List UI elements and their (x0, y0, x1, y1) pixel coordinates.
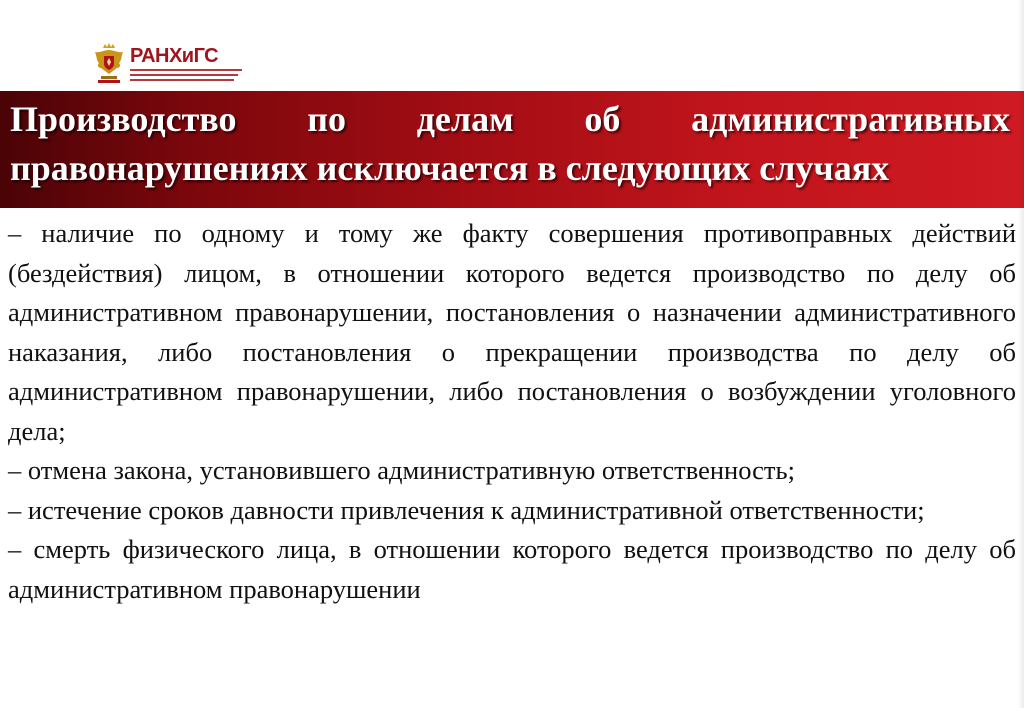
logo-text (130, 46, 242, 81)
page-title: Производство по делам об административных правонарушениях исключается в следующих случаях (10, 99, 1010, 188)
list-item: – наличие по одному и тому же факту совершения противоправных действий (бездействия) лицом, в отношении которого ведется производство по делу об административном правонарушении, постановления о назначении административного наказания, либо постановления о прекращении производства по делу об административном правонарушении, либо постановления о возбуждении уголовного дела; (8, 218, 1016, 446)
list-item: – истечение сроков давности привлечения к административной ответственности; (8, 494, 925, 525)
logo-subtitle-lines (130, 69, 242, 81)
list-item: – смерть физического лица, в отношении которого ведется производство по делу об административном правонарушении (8, 534, 1016, 604)
list-item: – отмена закона, установившего административную ответственность; (8, 455, 795, 485)
logo (92, 38, 242, 88)
slide-edge-shadow (1018, 0, 1024, 708)
logo-name: РАНХиГС (130, 44, 219, 67)
content-list (8, 214, 1016, 609)
title-banner (0, 91, 1024, 208)
eagle-emblem-icon (92, 41, 126, 85)
